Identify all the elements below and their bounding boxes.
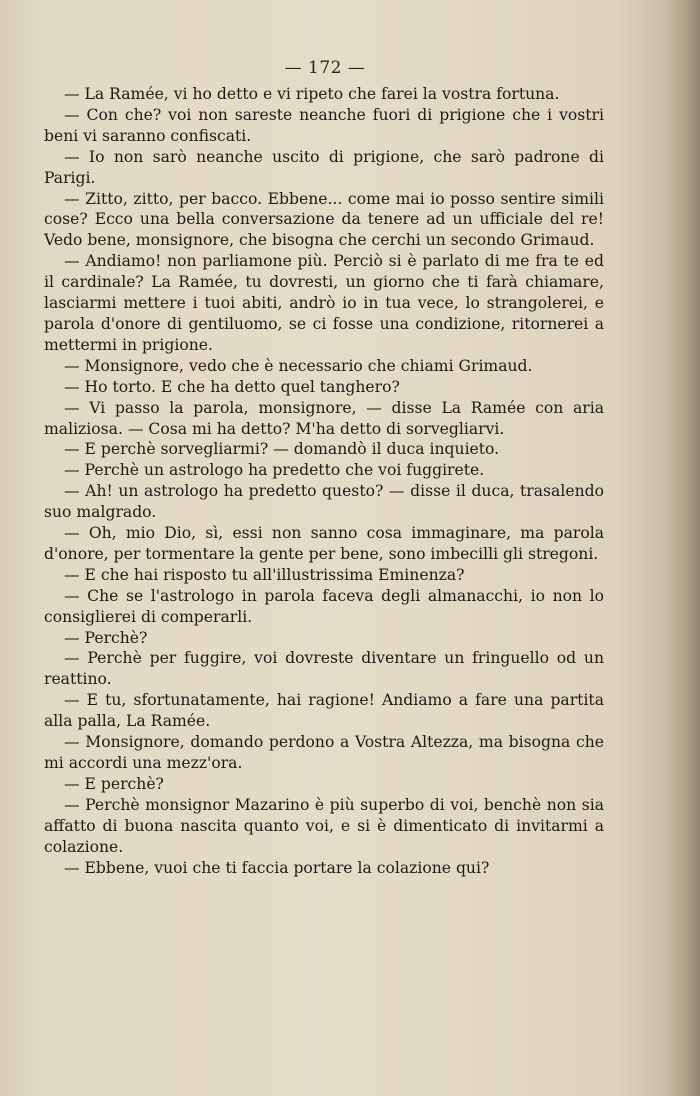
paragraph: — Oh, mio Dio, sì, essi non sanno cosa immaginare, ma parola d'onore, per tormentare la gente per bene, sono imbecilli gli stregoni. — [44, 524, 604, 563]
paragraph: — Io non sarò neanche uscito di prigione, che sarò padrone di Parigi. — [44, 147, 604, 187]
paragraph: — Vi passo la parola, monsignore, — disse La Ramée con aria maliziosa. — Cosa mi ha detto? M'ha detto di sorvegliarvi. — [44, 398, 604, 438]
paragraph: — Che se l'astrologo in parola faceva degli almanacchi, io non lo consiglierei di comperarli. — [44, 586, 604, 626]
paragraph: — E perchè? — [64, 774, 164, 793]
paragraph: — E tu, sfortunatamente, hai ragione! Andiamo a fare una partita alla palla, La Ramée. — [44, 691, 604, 731]
paragraph: — Perchè? — [64, 628, 148, 647]
page-number: — 172 — — [284, 58, 366, 78]
paragraph: — Perchè per fuggire, voi dovreste diventare un fringuello od un reattino. — [44, 649, 604, 689]
paragraph: — Perchè monsignor Mazarino è più superbo di voi, benchè non sia affatto di buona nascita quanto voi, e si è dimenticato di invitarmi a colazione. — [44, 795, 604, 856]
paragraph: — Ah! un astrologo ha predetto questo? — disse il duca, trasalendo suo malgrado. — [44, 482, 604, 522]
paragraph: — Zitto, zitto, per bacco. Ebbene... come mai io posso sentire simili cose? Ecco una bella conversazione da tenere ad un ufficiale del re! Vedo bene, monsignore, che bisogna che cerchi un secondo Grimaud. — [44, 189, 604, 250]
paragraph: — Ho torto. E che ha detto quel tanghero? — [64, 377, 400, 396]
paragraph: — Andiamo! non parliamone più. Perciò si è parlato di me fra te ed il cardinale? La Ramée, tu dovresti, un giorno che ti farà chiamare, lasciarmi mettere i tuoi abiti, andrò io in tua vece, lo strangolerei, e parola d'onore di gentiluomo, se ci fosse una condizione, ritornerei a mettermi in prigione. — [44, 252, 604, 354]
paragraph: — Con che? voi non sareste neanche fuori di prigione che i vostri beni vi saranno confiscati. — [44, 105, 604, 145]
paragraph: — Ebbene, vuoi che ti faccia portare la colazione qui? — [64, 858, 490, 877]
paragraph: — E che hai risposto tu all'illustrissima Eminenza? — [64, 565, 465, 584]
paragraph: — E perchè sorvegliarmi? — domandò il duca inquieto. — [64, 440, 500, 459]
page-gutter-shadow — [666, 0, 700, 1096]
page-text — [44, 84, 604, 878]
paragraph: — Perchè un astrologo ha predetto che voi fuggirete. — [64, 461, 485, 480]
paragraph: — La Ramée, vi ho detto e vi ripeto che farei la vostra fortuna. — [64, 85, 560, 103]
paragraph: — Monsignore, domando perdono a Vostra Altezza, ma bisogna che mi accordi una mezz'ora. — [44, 733, 604, 772]
paragraph: — Monsignore, vedo che è necessario che chiami Grimaud. — [64, 356, 533, 375]
